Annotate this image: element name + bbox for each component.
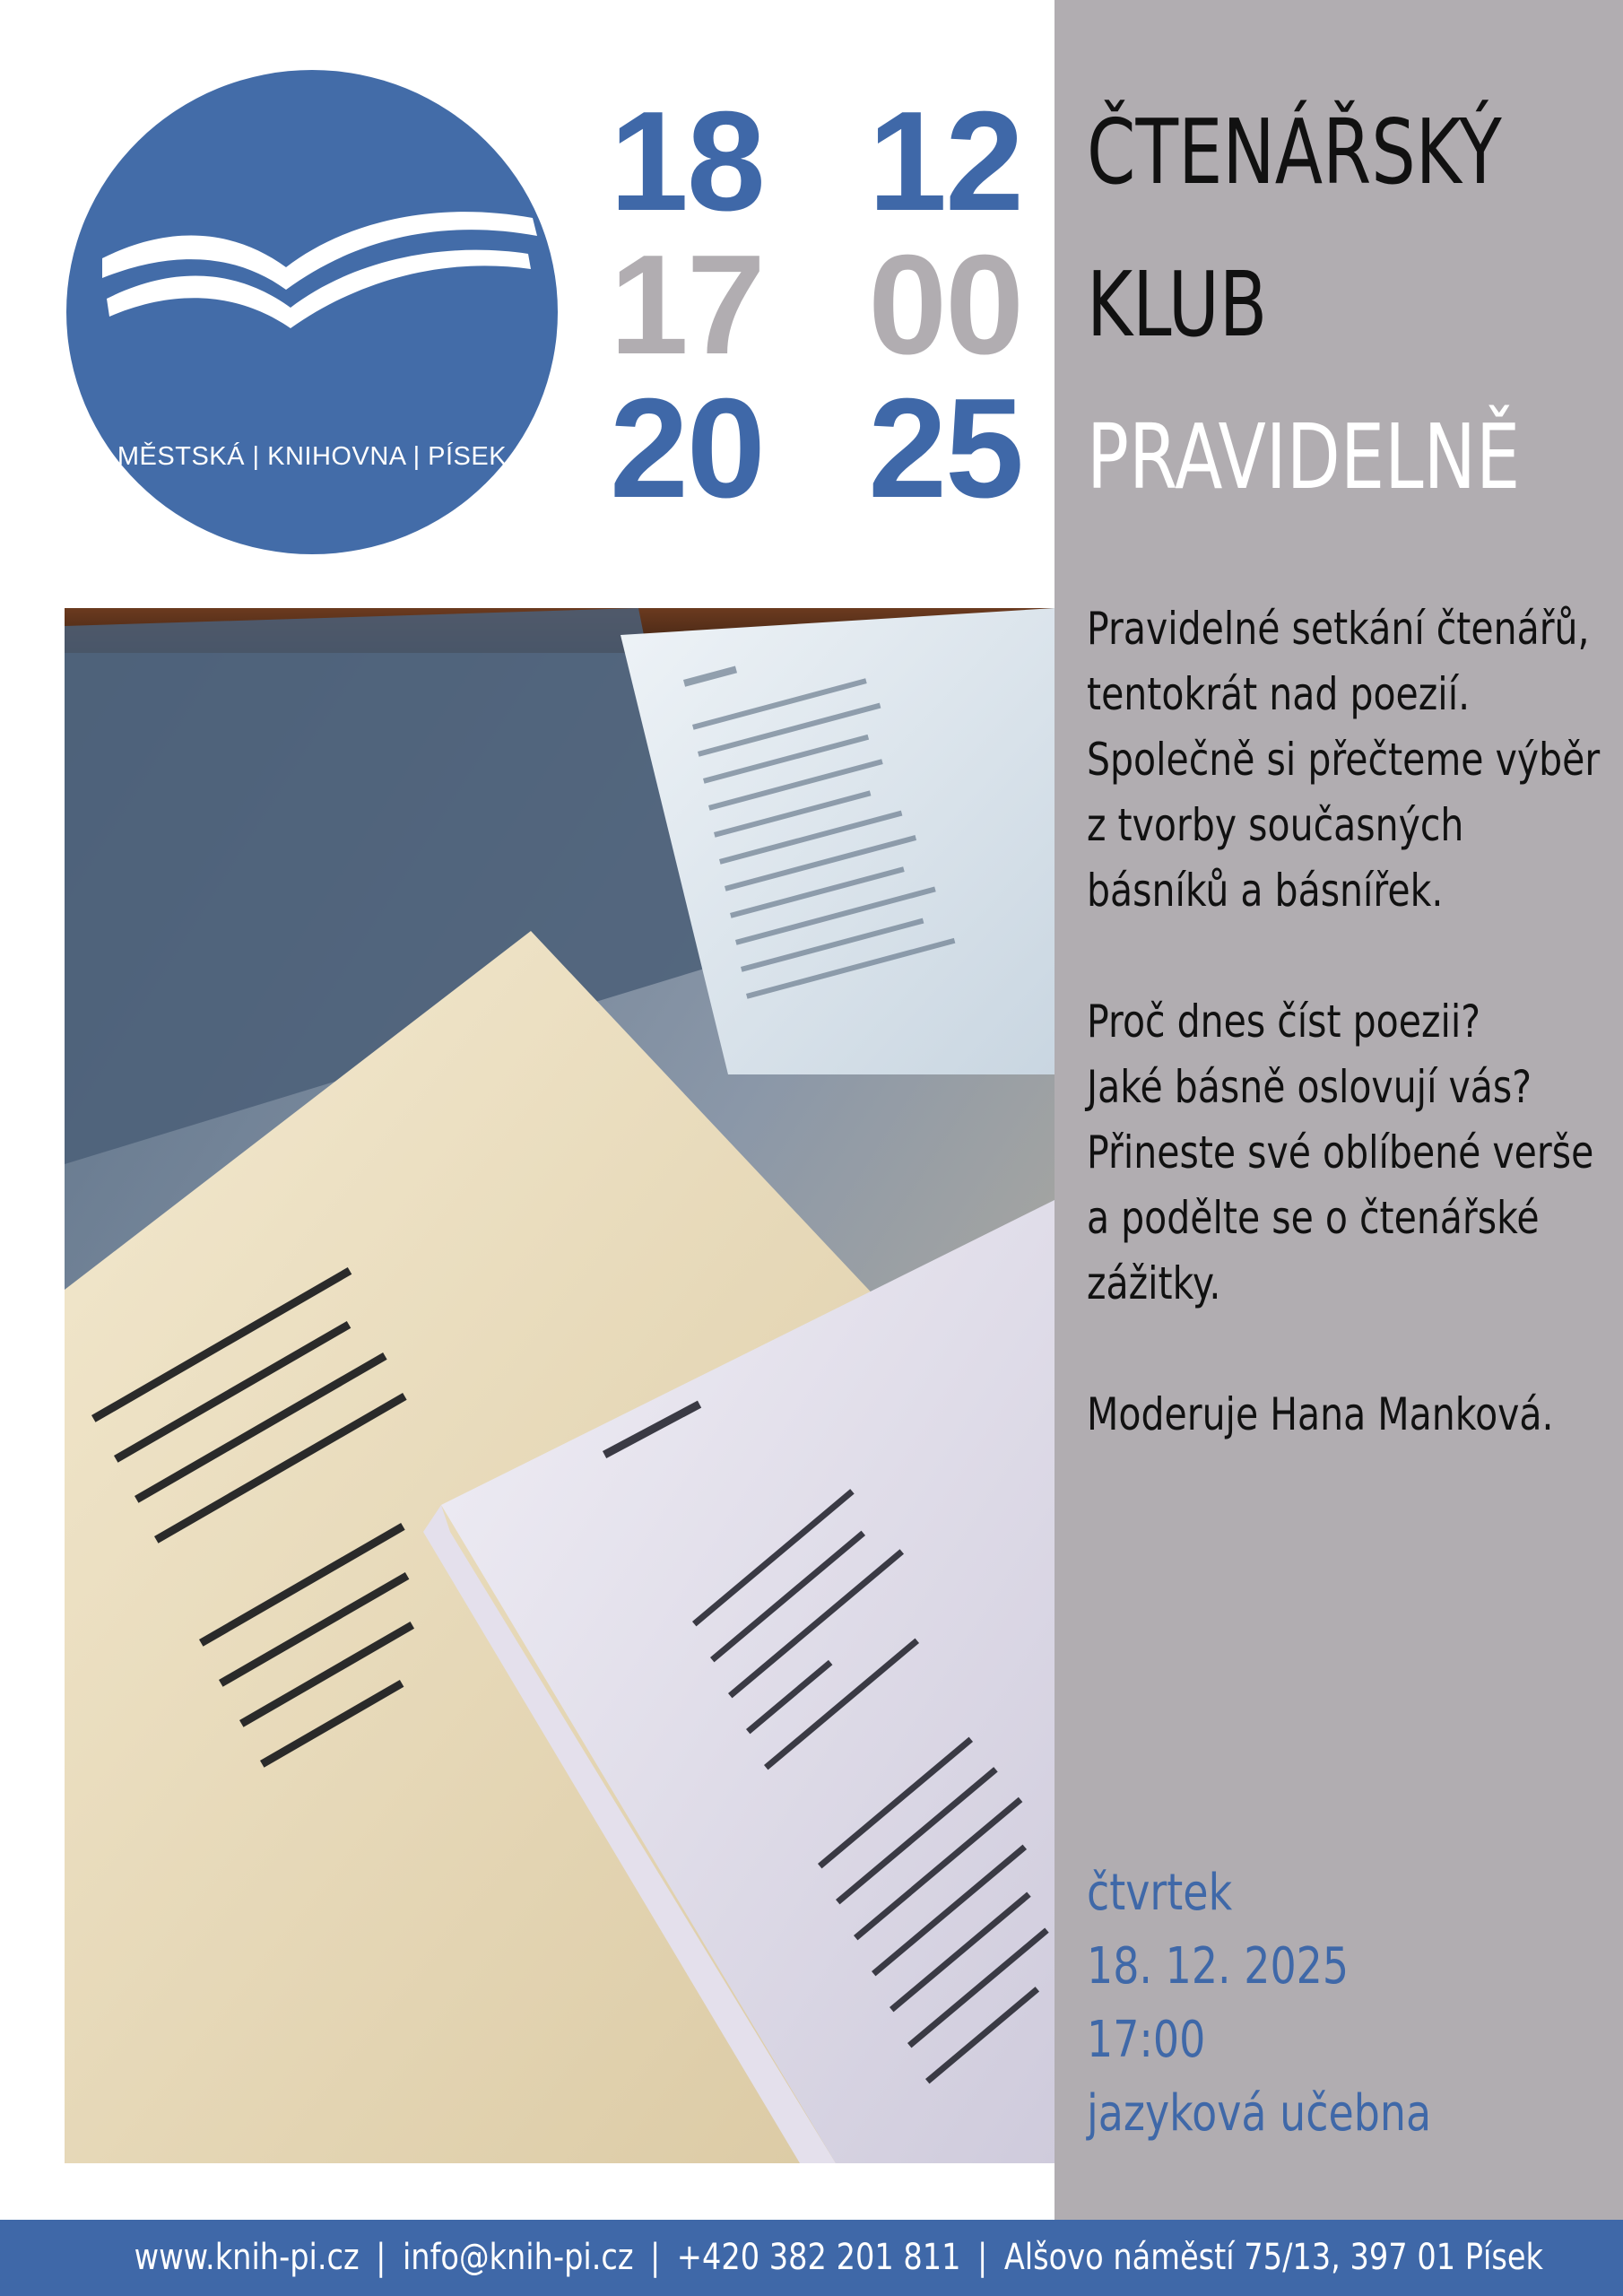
title-line-3: PRAVIDELNĚ	[1087, 404, 1521, 509]
footer-phone[interactable]: +420 382 201 811	[676, 2237, 961, 2278]
event-description	[1087, 596, 1601, 1513]
date-row-time	[610, 226, 1022, 384]
time-hour: 17	[610, 226, 764, 384]
time-minute: 00	[868, 226, 1022, 384]
library-logo	[66, 70, 558, 554]
title-line-2: KLUB	[1087, 252, 1268, 357]
date-month: 12	[868, 83, 1022, 240]
open-books-photo	[65, 608, 1055, 2163]
footer-separator: |	[977, 2237, 988, 2278]
description-moderator: Moderuje Hana Manková.	[1087, 1388, 1554, 1440]
description-paragraph-2: Proč dnes číst poezii? Jaké básně oslovují vás? Přineste své oblíbené verše a podělte se o čtenářské zážitky.	[1087, 996, 1594, 1309]
footer-website-link[interactable]: www.knih-pi.cz	[134, 2237, 360, 2278]
description-paragraph-1: Pravidelné setkání čtenářů, tentokrát nad poezií. Společně si přečteme výběr z tvorby současných básníků a básnířek.	[1087, 603, 1601, 917]
event-date: 18. 12. 2025	[1087, 1937, 1350, 1996]
footer-separator: |	[649, 2237, 661, 2278]
event-details	[1087, 1857, 1431, 2151]
books-illustration	[65, 608, 1055, 2163]
date-day: 18	[610, 83, 764, 240]
open-book-icon	[93, 204, 542, 330]
footer-email-link[interactable]: info@knih-pi.cz	[402, 2237, 634, 2278]
year-decade: 25	[868, 370, 1022, 527]
event-day: čtvrtek	[1087, 1864, 1233, 1922]
logo-text: | MĚSTSKÁ | KNIHOVNA | PÍSEK |	[102, 442, 522, 471]
event-time: 17:00	[1087, 2011, 1206, 2069]
year-century: 20	[610, 370, 764, 527]
footer-separator: |	[376, 2237, 386, 2278]
date-row-year	[610, 370, 1022, 527]
event-place: jazyková učebna	[1087, 2084, 1432, 2143]
title-line-1: ČTENÁŘSKÝ	[1087, 100, 1502, 204]
date-row-day-month	[610, 83, 1022, 240]
footer-contacts	[135, 2220, 1543, 2296]
footer-address: Alšovo náměstí 75/13, 397 01 Písek	[1003, 2237, 1543, 2278]
date-block	[610, 83, 1022, 527]
footer	[0, 2220, 1623, 2296]
